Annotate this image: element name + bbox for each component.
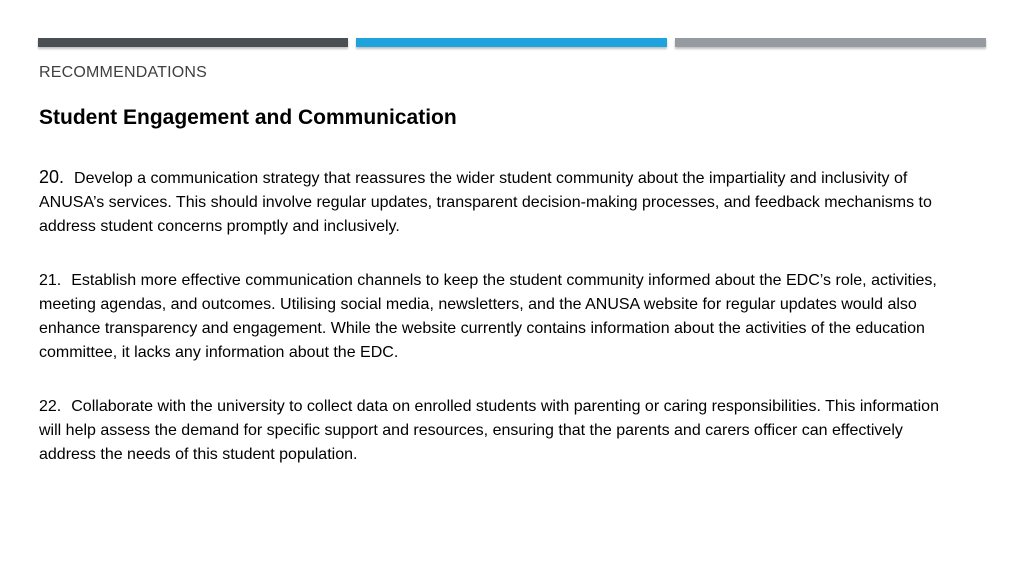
recommendation-item: [39, 269, 964, 365]
recommendation-text: Develop a communication strategy that reassures the wider student community about the impartiality and inclusivity of ANUSA’s services. This should involve regular updates, transparent decision-making processes, and feedback mechanisms to address student concerns promptly and inclusively.: [39, 170, 932, 235]
accent-bar-grey: [675, 38, 986, 47]
recommendation-item: [39, 395, 964, 467]
recommendation-item: [39, 165, 964, 239]
recommendation-text: Establish more effective communication channels to keep the student community informed about the EDC’s role, activities, meeting agendas, and outcomes. Utilising social media, newsletters, and the ANUSA website for regular updates would also enhance transparency and engagement. While the website currently contains information about the activities of the education committee, it lacks any information about the EDC.: [39, 272, 937, 361]
accent-bar-blue: [356, 38, 667, 47]
slide-heading: Student Engagement and Communication: [39, 106, 457, 129]
recommendation-number: 21.: [39, 272, 62, 289]
recommendation-number: 20.: [39, 167, 65, 187]
recommendation-list: [39, 165, 964, 497]
accent-bar-dark: [38, 38, 348, 47]
recommendation-text: Collaborate with the university to collect data on enrolled students with parenting or caring responsibilities. This information will help assess the demand for specific support and resources, ensuring that the parents and carers officer can effectively address the needs of this student population.: [39, 398, 939, 463]
section-label: RECOMMENDATIONS: [39, 64, 208, 81]
recommendation-number: 22.: [39, 398, 62, 415]
accent-bars: [38, 38, 986, 48]
